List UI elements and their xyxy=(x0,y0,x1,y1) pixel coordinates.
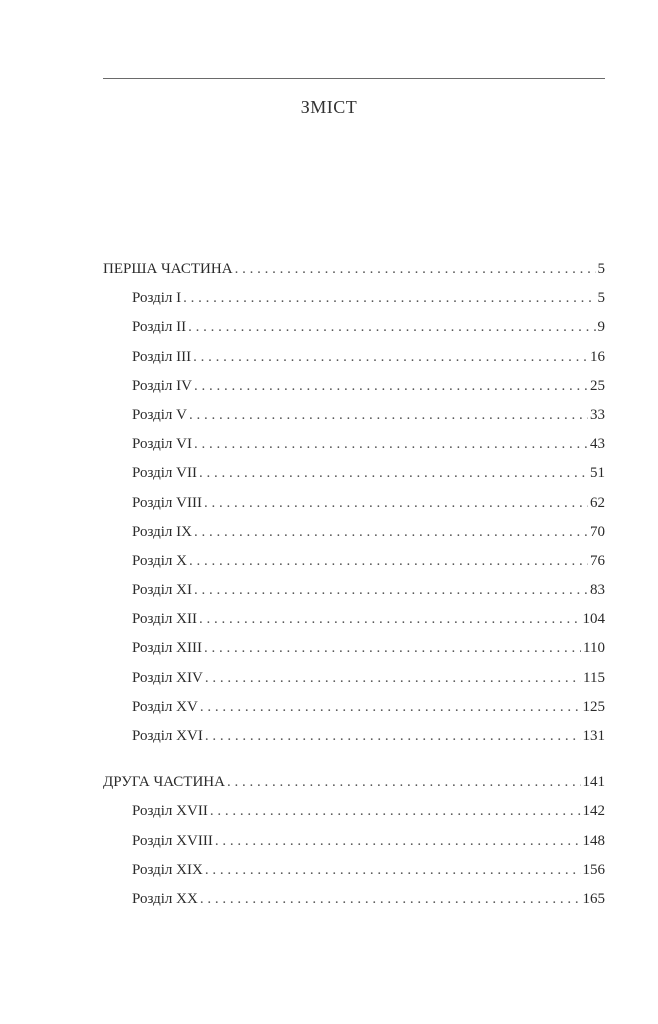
dot-leader xyxy=(194,433,588,455)
entry-page: 83 xyxy=(590,582,605,599)
toc-entry-chapter[interactable] xyxy=(103,667,605,696)
entry-page: 125 xyxy=(582,698,605,715)
entry-page: 104 xyxy=(582,611,605,628)
entry-page: 62 xyxy=(590,494,605,511)
toc-entry-chapter[interactable] xyxy=(103,608,605,637)
entry-label: Розділ XV xyxy=(132,698,198,715)
dot-leader xyxy=(194,375,588,397)
entry-label: Розділ III xyxy=(132,348,192,365)
toc-entry-chapter[interactable] xyxy=(103,287,605,316)
part-1 xyxy=(103,258,605,754)
entry-page: 33 xyxy=(590,406,605,423)
toc-entry-chapter[interactable] xyxy=(103,462,605,491)
entry-page: 9 xyxy=(597,319,605,336)
toc-entry-chapter[interactable] xyxy=(103,492,605,521)
toc-entry-chapter[interactable] xyxy=(103,696,605,725)
toc-entry-chapter[interactable] xyxy=(103,579,605,608)
page-title: ЗМІСТ xyxy=(300,97,358,117)
entry-label: Розділ XVI xyxy=(132,728,203,744)
entry-label: Розділ II xyxy=(132,319,187,336)
dot-leader xyxy=(205,859,581,881)
entry-page: 131 xyxy=(582,728,605,744)
toc-entry-chapter[interactable] xyxy=(103,550,605,579)
dot-leader xyxy=(205,725,581,747)
entry-page: 156 xyxy=(582,861,605,878)
dot-leader xyxy=(215,830,581,852)
entry-label: Розділ XX xyxy=(132,890,198,907)
dot-leader xyxy=(227,771,581,793)
entry-page: 115 xyxy=(583,669,605,686)
dot-leader xyxy=(205,667,581,689)
toc-entry-chapter[interactable] xyxy=(103,375,605,404)
dot-leader xyxy=(204,492,588,514)
dot-leader xyxy=(235,258,596,280)
toc-entry-chapter[interactable] xyxy=(103,404,605,433)
entry-page: 142 xyxy=(582,803,605,820)
toc-entry-chapter[interactable] xyxy=(103,859,605,888)
dot-leader xyxy=(194,579,588,601)
dot-leader xyxy=(204,637,581,659)
entry-label: Розділ XIX xyxy=(132,861,203,878)
entry-label: Розділ XII xyxy=(132,611,197,628)
dot-leader xyxy=(194,521,588,543)
entry-page: 43 xyxy=(590,436,605,453)
entry-page: 141 xyxy=(582,774,605,791)
entry-page: 110 xyxy=(583,640,605,657)
dot-leader xyxy=(188,316,595,338)
entry-page: 76 xyxy=(590,552,605,569)
entry-label: Розділ VII xyxy=(132,465,197,482)
entry-label: Розділ VIII xyxy=(132,494,202,511)
dot-leader xyxy=(199,462,588,484)
entry-page: 148 xyxy=(582,832,605,849)
dot-leader xyxy=(210,800,581,822)
toc-entry-chapter[interactable] xyxy=(103,725,605,754)
entry-label: Розділ X xyxy=(132,552,187,569)
dot-leader xyxy=(189,550,588,572)
entry-page: 51 xyxy=(590,465,605,482)
entry-page: 70 xyxy=(590,523,605,540)
toc-entry-chapter[interactable] xyxy=(103,433,605,462)
toc-entry-chapter[interactable] xyxy=(103,521,605,550)
entry-label: ПЕРША ЧАСТИНА xyxy=(103,261,233,277)
entry-page: 5 xyxy=(597,290,605,307)
entry-page: 5 xyxy=(597,261,605,277)
dot-leader xyxy=(199,608,581,630)
entry-label: Розділ IV xyxy=(132,377,192,394)
entry-label: Розділ VI xyxy=(132,436,192,453)
toc-entry-chapter[interactable] xyxy=(103,316,605,345)
entry-page: 16 xyxy=(590,348,605,365)
part-2 xyxy=(103,771,605,917)
entry-page: 25 xyxy=(590,377,605,394)
entry-label: Розділ V xyxy=(132,406,187,423)
dot-leader xyxy=(183,287,595,309)
toc-entry-chapter[interactable] xyxy=(103,637,605,666)
entry-label: Розділ XVIII xyxy=(132,832,213,849)
entry-label: Розділ IX xyxy=(132,523,192,540)
entry-label: ДРУГА ЧАСТИНА xyxy=(103,774,225,791)
toc-entry-part-2[interactable] xyxy=(103,771,605,800)
toc-entry-part-1[interactable] xyxy=(103,258,605,287)
toc-entry-chapter[interactable] xyxy=(103,888,605,917)
entry-label: Розділ XVII xyxy=(132,803,208,820)
entry-page: 165 xyxy=(582,890,605,907)
entry-label: Розділ I xyxy=(132,290,182,307)
top-rule xyxy=(103,78,605,79)
table-of-contents xyxy=(103,258,605,917)
dot-leader xyxy=(200,888,581,910)
toc-entry-chapter[interactable] xyxy=(103,830,605,859)
dot-leader xyxy=(189,404,588,426)
entry-label: Розділ XIII xyxy=(132,640,202,657)
toc-entry-chapter[interactable] xyxy=(103,346,605,375)
dot-leader xyxy=(193,346,588,368)
entry-label: Розділ XIV xyxy=(132,669,203,686)
entry-label: Розділ XI xyxy=(132,582,192,599)
dot-leader xyxy=(200,696,581,718)
toc-entry-chapter[interactable] xyxy=(103,800,605,829)
